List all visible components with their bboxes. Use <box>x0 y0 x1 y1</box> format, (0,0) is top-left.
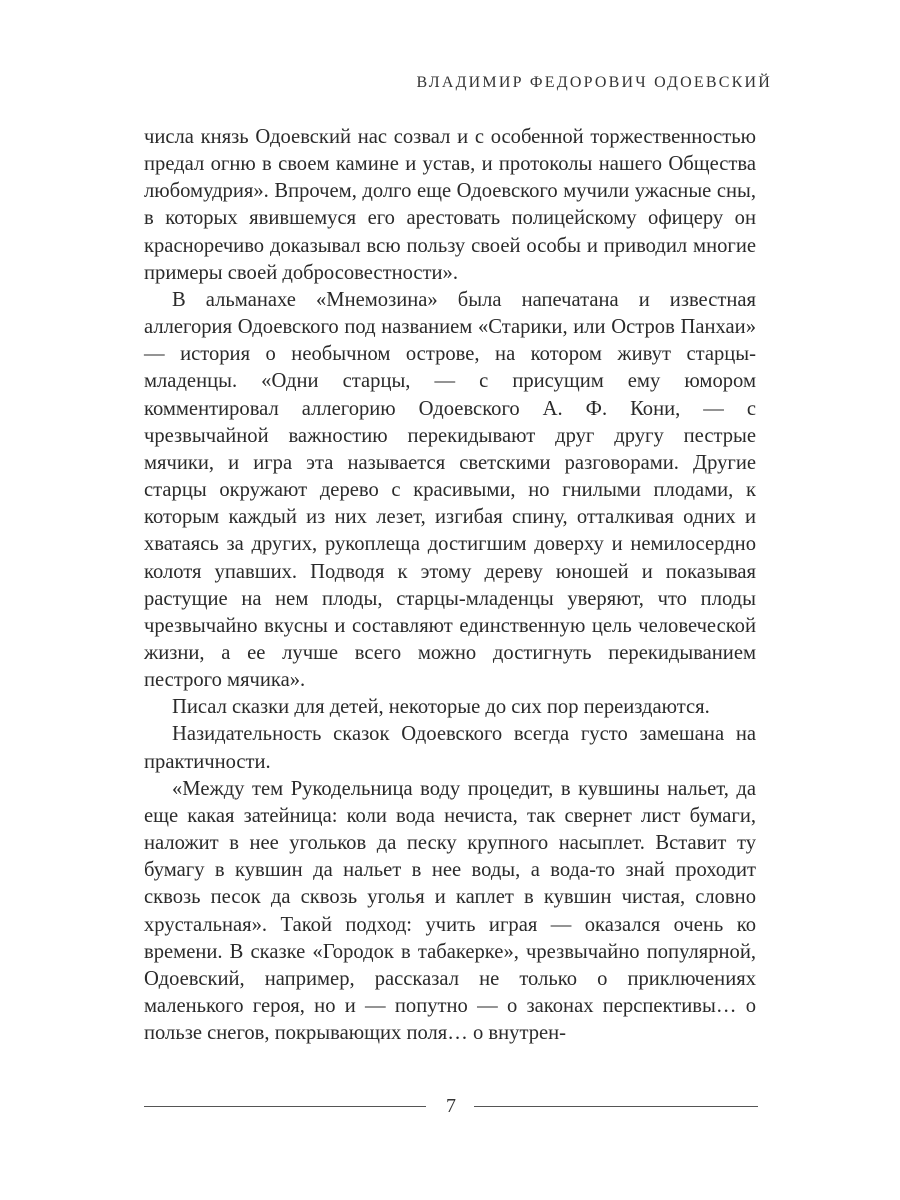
paragraph-fairy-tales: Писал сказки для детей, некоторые до сих пор переиздаются. <box>172 696 710 719</box>
footer-rule-right <box>474 1106 758 1107</box>
paragraph-rukodelnitsa: «Между тем Рукодельница воду процедит, в кувшины нальет, да еще какая затейница: коли вода нечиста, так свернет лист бумаги, наложит в нее угольков да песку крупного насыплет. Вставит ту бумагу в кувшин да нальет в нее воды, а вода-то знай проходит сквозь песок да сквозь уголья и каплет в кувшин чистая, словно хрустальная». Такой подход: учить играя — оказался очень ко времени. В сказке «Городок в табакерке», чрезвычайно популярной, Одоевский, например, рассказал не только о приключениях маленького героя, но и — попутно — о законах перспективы… о пользе снегов, покрывающих поля… о внутрен- <box>144 777 756 1045</box>
paragraph-continued: числа князь Одоевский нас созвал и с особенной торжественностью предал огню в своем камине и устав, и протоколы нашего Общества любомудрия». Впрочем, долго еще Одоевского мучили ужасные сны, в которых явившемуся его арестовать полицейскому офицеру он красноречиво доказывал всю пользу своей особы и приводил многие примеры своей добросовестности». <box>144 126 756 284</box>
running-head: ВЛАДИМИР ФЕДОРОВИЧ ОДОЕВСКИЙ <box>416 74 772 91</box>
paragraph-mnemosyne: В альманахе «Мнемозина» была напечатана и известная аллегория Одоевского под названием «Старики, или Остров Панхаи» — история о необычном острове, на котором живут старцы-младенцы. «Одни старцы, — с присущим ему юмором комментировал аллегорию Одоевского А. Ф. Кони, — с чрезвычайной важностию перекидывают друг другу пестрые мячики, и игра эта называется светскими разговорами. Другие старцы окружают дерево с красивыми, но гнилыми плодами, к которым каждый из них лезет, изгибая спину, отталкивая одних и хватаясь за других, рукоплеща достигшим доверху и немилосердно колотя упавших. Подводя к этому дереву юношей и показывая растущие на нем плоды, старцы-младенцы уверяют, что плоды чрезвычайно вкусны и составляют единственную цель человеческой жизни, а ее лучше всего можно достигнуть перекидыванием пестрого мячика». <box>144 288 756 692</box>
page-footer <box>144 1092 758 1122</box>
body-text <box>144 124 756 1047</box>
paragraph-didactic: Назидательность сказок Одоевского всегда густо замешана на практичности. <box>144 723 756 773</box>
page-number: 7 <box>446 1095 456 1117</box>
